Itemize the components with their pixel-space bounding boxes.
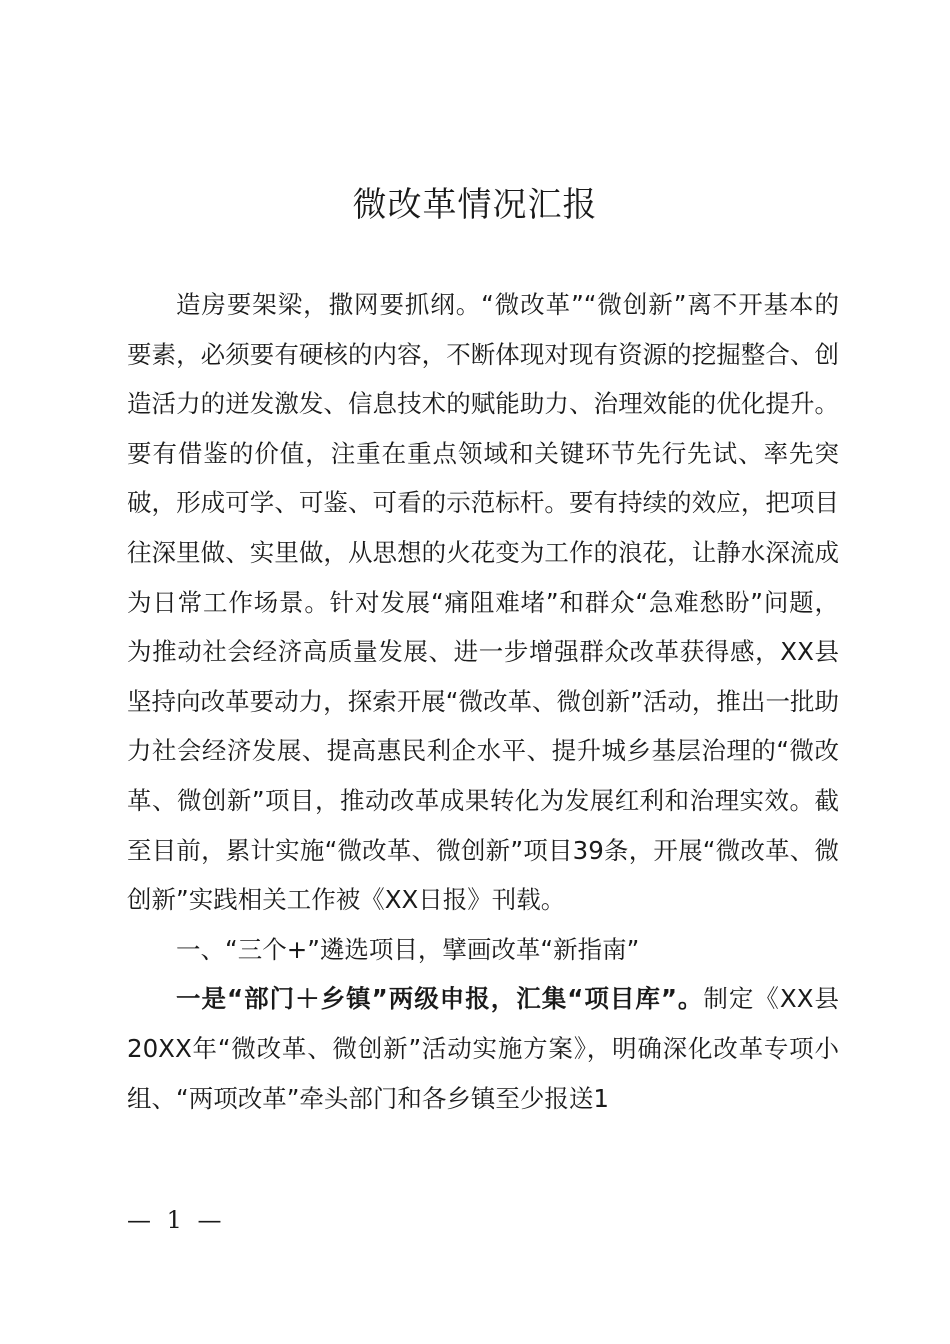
document-title: 微改革情况汇报 bbox=[352, 185, 598, 225]
document-body bbox=[127, 280, 839, 1123]
paragraph-lead-bold: 一是“部门＋乡镇”两级申报，汇集“项目库”。 bbox=[176, 984, 704, 1014]
paragraph-intro: 造房要架梁，撒网要抓纲。“微改革”“微创新”离不开基本的要素，必须要有硬核的内容，不断体现对现有资源的挖掘整合、创造活力的迸发激发、信息技术的赋能助力、治理效能的优化提升。要有借鉴的价值，注重在重点领域和关键环节先行先试、率先突破，形成可学、可鉴、可看的示范标杆。要有持续的效应，把项目往深里做、实里做，从思想的火花变为工作的浪花，让静水深流成为日常工作场景。针对发展“痛阻难堵”和群众“急难愁盼”问题，为推动社会经济高质量发展、进一步增强群众改革获得感，XX县坚持向改革要动力，探索开展“微改革、微创新”活动，推出一批助力社会经济发展、提高惠民利企水平、提升城乡基层治理的“微改革、微创新”项目，推动改革成果转化为发展红利和治理实效。截至目前，累计实施“微改革、微创新”项目39条，开展“微改革、微创新”实践相关工作被《XX日报》刊载。 bbox=[127, 290, 839, 915]
paragraph-rest: 制定《XX县20XX年“微改革、微创新”活动实施方案》，明确深化改革专项小组、“两项改革”牵头部门和各乡镇至少报送1 bbox=[127, 984, 839, 1113]
page-number: — 1 — bbox=[127, 1206, 226, 1234]
section-heading-one: 一、“三个+”遴选项目，擘画改革“新指南” bbox=[176, 934, 640, 964]
paragraph-department-township bbox=[127, 974, 839, 1123]
